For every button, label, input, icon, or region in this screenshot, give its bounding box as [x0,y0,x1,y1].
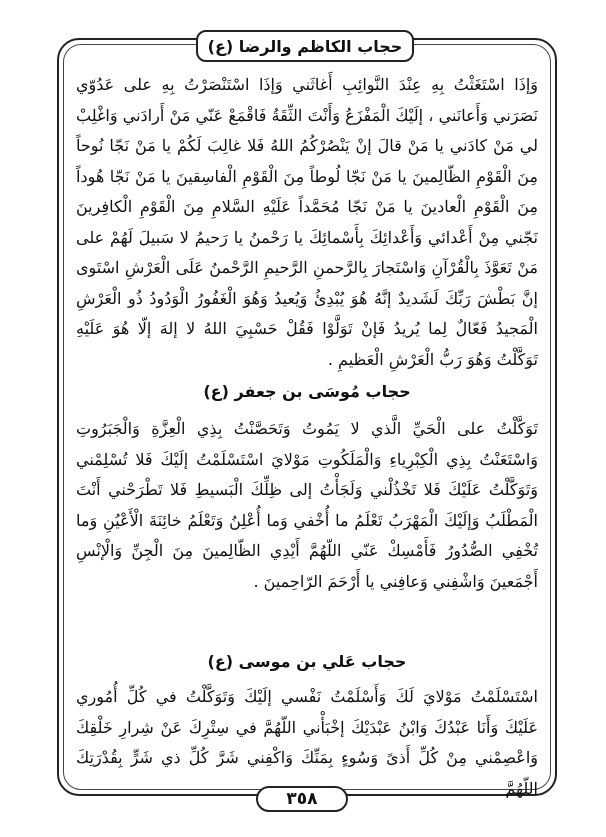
prayer-paragraph: وَإذَا اسْتَغَثْتُ بِهِ عِنْدَ النَّوائِبِ أَغاثَني وَإذَا اسْتَنْصَرْتُ بِهِ على عَدُوّي نَصَرَني وَأَعانَني ، إلَيْكَ الْمَفْزَعُ وَأَنْتَ الثِّقَةُ فَاقْمَعْ عَنّي مَنْ أَرادَني وَاغْلِبْ لي مَنْ كادَني يا مَنْ قالَ إنْ يَنْصُرْكُمُ اللهُ فَلا غالِبَ لَكُمْ يا مَنْ نَجّا نُوحاً مِنَ الْقَوْمِ الظّالِمينَ يا مَنْ نَجّا لُوطاً مِنَ الْقَوْمِ الْفاسِقينَ يا مَنْ نَجّا هُوداً مِنَ الْقَوْمِ الْعادينَ يا مَنْ نَجّا مُحَمَّداً عَلَيْهِ السَّلامِ مِنَ الْقَوْمِ الْكافِرينَ نَجّني مِنْ أَعْدائي وَأَعْدائِكَ بِأَسْمائِكَ يا رَحْمنُ يا رَحيمُ لا سَبيلَ لَهُمْ على مَنْ تَعَوَّذَ بِالْقُرْآنِ وَاسْتَجارَ بِالرَّحمنِ الرَّحيمِ الرَّحْمنُ عَلَى الْعَرْشِ اسْتَوى إنَّ بَطْشَ رَبِّكَ لَشَديدٌ إنَّهُ هُوَ يُبْدِئُ وَيُعيدُ وَهُوَ الْغَفُورُ الْوَدُودُ ذُو الْعَرْشِ الْمَجيدُ فَعّالٌ لِما يُريدُ فَإنْ تَوَلَّوْا فَقُلْ حَسْبِيَ اللهُ لا إلهَ إلّا هُوَ عَلَيْهِ تَوَكَّلْتُ وَهُوَ رَبُّ الْعَرْشِ الْعَظيمِ . [76,75,539,369]
prayer-paragraph: تَوَكَّلْتُ على الْحَيِّ الَّذي لا يَمُوتُ وَتَحَصَّنْتُ بِذِي الْعِزَّةِ وَالْجَبَرُوتِ وَاسْتَعَنْتُ بِذِي الْكِبْرِياءِ وَالْمَلَكُوتِ مَوْلايَ اسْتَسْلَمْتُ إلَيْكَ فَلا تُسْلِمْني وَتَوَكَّلْتُ عَلَيْكَ فَلا تَخْذُلْني وَلَجَأْتُ إلى ظِلِّكَ الْبَسيطِ فَلا تَطْرَحْني أَنْتَ الْمَطْلَبُ وَإلَيْكَ الْمَهْرَبُ تَعْلَمُ ما أُخْفي وَما أُعْلِنُ وَتَعْلَمُ خائِنَةَ الْأَعْيُنِ وَما تُخْفِي الصُّدُورُ فَأَمْسِكْ عَنّي اللّهُمَّ أَيْدِي الظّالِمينَ مِنَ الْجِنِّ وَالْإنْسِ أَجْمَعينَ وَاشْفِني وَعافِني يا أَرْحَمَ الرّاحِمينَ . [76,419,539,591]
page-number-box [256,786,348,812]
section-heading: حجاب عَلي بن موسى (ع) [207,652,407,671]
header-title: حجاب الكاظم والرضا (ع) [207,36,403,56]
running-header [196,30,414,62]
section-heading: حجاب مُوسَى بن جعفر (ع) [203,382,411,401]
page-number: ٣٥٨ [286,789,318,809]
prayer-paragraph: اسْتَسْلَمْتُ مَوْلايَ لَكَ وَأَسْلَمْتُ نَفْسي إلَيْكَ وَتَوَكَّلْتُ في كُلِّ أُمُوري عَلَيْكَ وَأَنَا عَبْدُكَ وَابْنُ عَبْدَيْكَ إخْبَأْني اللّهُمَّ في سِتْرِكَ عَنْ شِرارِ خَلْقِكَ وَاعْصِمْني مِنْ كُلِّ أَذىً وَسُوءٍ بِمَنِّكَ وَاكْفِني شَرَّ كُلِّ ذي شَرٍّ بِقُدْرَتِكَ اللّهُمَّ [76,687,538,798]
